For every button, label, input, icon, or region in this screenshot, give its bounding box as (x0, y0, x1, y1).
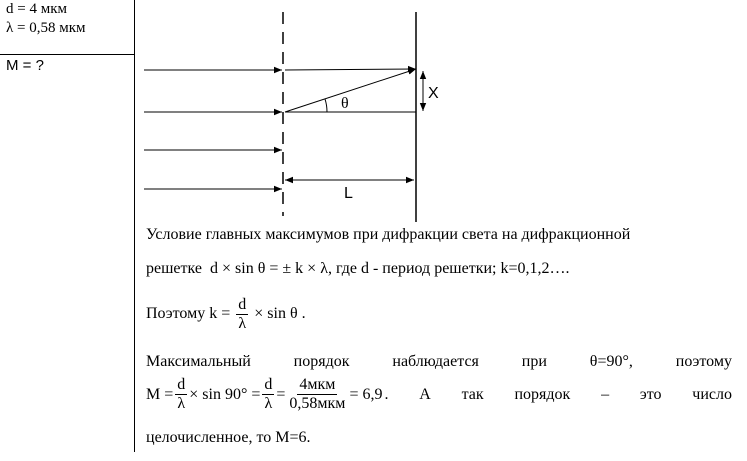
fraction-numerator: d (177, 376, 186, 393)
line5-m: M = (146, 385, 174, 403)
given-lambda: λ = 0,58 мкм (6, 20, 86, 36)
transmitted-ray-top (285, 69, 416, 70)
x-label: X (428, 85, 439, 102)
line5-result: = 6,9 (349, 385, 383, 403)
line3-prefix: Поэтому (146, 305, 206, 323)
theta-arc (325, 99, 327, 112)
line4-word: порядок (293, 353, 350, 370)
theta-label: θ (341, 95, 349, 112)
line4-word: при (521, 353, 547, 370)
line5-mid: × sin 90° = (189, 385, 261, 403)
line4-word: Максимальный (146, 353, 251, 370)
line5-word: порядок (514, 385, 571, 403)
line4-word: поэтому (675, 353, 732, 370)
solution-line-3 (146, 296, 306, 333)
solution-line-6: целочисленное, то M=6. (146, 429, 311, 446)
line5-word: это (639, 385, 662, 403)
line4-word: θ=90°, (589, 353, 633, 370)
grating-equation: d × sin θ = ± k × λ (210, 260, 328, 277)
line5-words (384, 386, 732, 404)
diffracted-ray (285, 69, 416, 112)
solution-line-5 (146, 376, 732, 413)
line2-suffix: , где d - период решетки; k=0,1,2…. (327, 260, 570, 277)
line5-eq: = (276, 385, 286, 403)
line5-word: А (419, 385, 431, 403)
fraction-denominator: 0,58мкм (289, 395, 346, 412)
fraction-denominator: λ (238, 315, 247, 332)
line3-k: k = (209, 305, 231, 323)
fraction-d-lambda-3 (262, 376, 274, 413)
solution-line-4 (146, 353, 732, 371)
fraction-denominator: λ (177, 395, 186, 412)
solution-line-1: Условие главных максимумов при дифракции света на дифракционной (146, 226, 631, 243)
fraction-d-lambda-2 (175, 376, 187, 413)
given-d: d = 4 мкм (6, 1, 67, 17)
line4-word: наблюдается (392, 353, 479, 370)
given-find: M = ? (6, 57, 44, 74)
fraction-d-lambda (236, 296, 248, 333)
l-label: L (344, 185, 353, 202)
line5-word: – (601, 385, 610, 403)
line5-word: . (384, 385, 389, 403)
fraction-numerator: 4мкм (299, 376, 336, 393)
fraction-values (287, 376, 347, 413)
line5-word: так (461, 385, 484, 403)
line2-prefix: решетке (146, 260, 202, 277)
fraction-numerator: d (264, 376, 273, 393)
line5-word: число (692, 385, 732, 403)
solution-line-2 (146, 260, 570, 278)
line3-tail: × sin θ . (254, 305, 306, 323)
fraction-denominator: λ (264, 395, 273, 412)
fraction-numerator: d (238, 296, 247, 313)
